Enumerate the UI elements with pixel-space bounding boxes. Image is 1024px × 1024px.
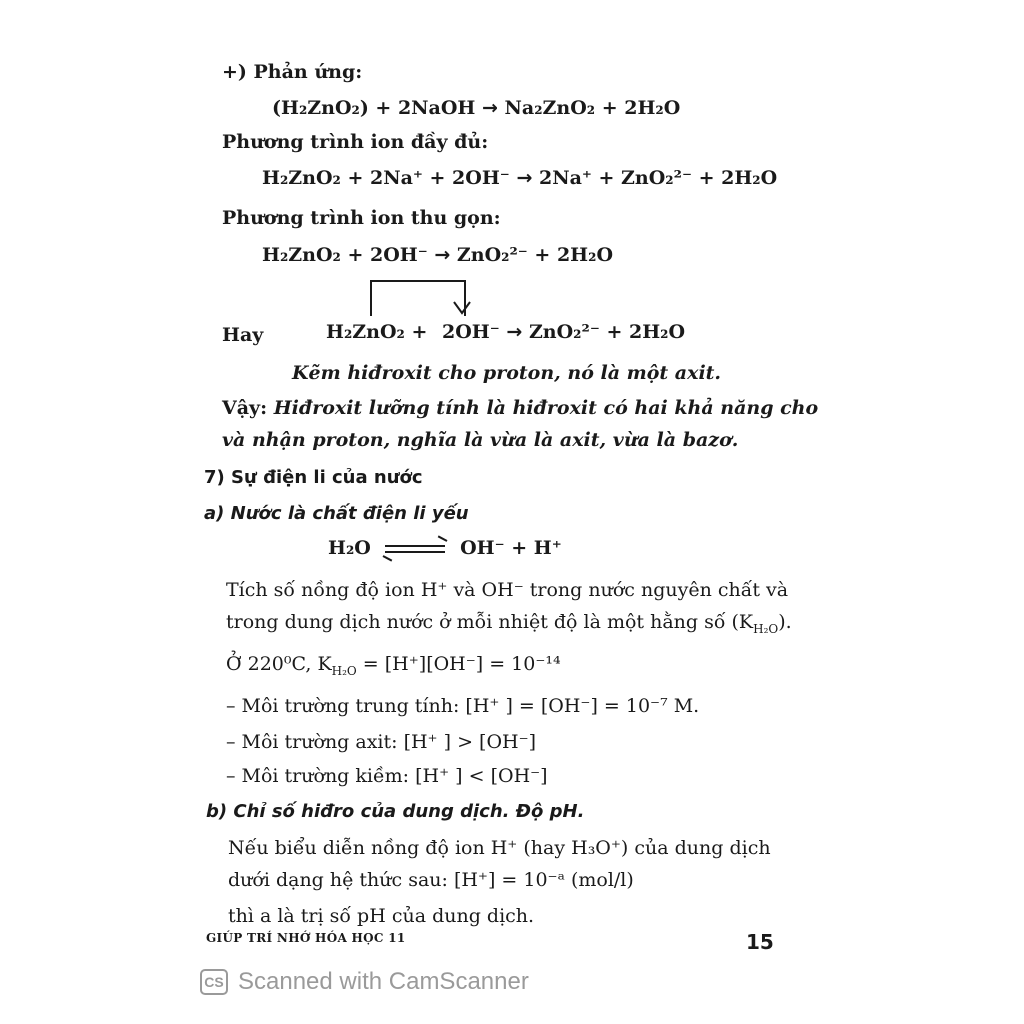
env-base: – Môi trường kiềm: [H⁺ ] < [OH⁻] — [226, 765, 548, 787]
reaction-arrow: → — [434, 244, 451, 266]
ph-line3: thì a là trị số pH của dung dịch. — [228, 905, 535, 927]
reaction-heading: +) Phản ứng: — [222, 61, 363, 83]
equation-short-ion — [262, 243, 613, 267]
equation-short-ion-lhs: H₂ZnO₂ + 2OH⁻ — [262, 244, 428, 266]
hay-label: Hay — [222, 324, 264, 346]
zinc-note: Kẽm hiđroxit cho proton, nó là một axit. — [292, 362, 722, 384]
reaction-arrow: → — [516, 167, 533, 189]
ion-product-end: ). — [778, 611, 792, 633]
ion-product-subscript: H₂O — [753, 621, 779, 636]
conclusion-label: Vậy: — [222, 397, 268, 419]
conclusion-line1: Hiđroxit lưỡng tính là hiđroxit có hai khả năng cho — [273, 397, 819, 419]
equation-proton-transfer-part1: H₂ZnO₂ + — [326, 321, 428, 343]
footer-title: GIÚP TRÍ NHỚ HÓA HỌC 11 — [206, 931, 406, 945]
equation-full-ion — [262, 166, 777, 190]
camscanner-watermark — [200, 968, 529, 996]
equation-water-rhs: OH⁻ + H⁺ — [460, 537, 562, 559]
section-7-title: 7) Sự điện li của nước — [204, 467, 423, 488]
ion-product-text: trong dung dịch nước ở mỗi nhiệt độ là một hằng số (K — [226, 611, 754, 633]
ion-product-line1: Tích số nồng độ ion H⁺ và OH⁻ trong nước nguyên chất và — [226, 579, 789, 601]
reaction-arrow: → — [481, 97, 498, 119]
watermark-text: Scanned with CamScanner — [238, 968, 529, 995]
equilibrium-arrow-icon — [385, 542, 445, 556]
equation-proton-transfer — [326, 320, 685, 344]
camscanner-logo-icon: CS — [200, 969, 228, 995]
equation-full-ion-rhs: 2Na⁺ + ZnO₂²⁻ + 2H₂O — [538, 167, 778, 189]
conclusion — [222, 396, 818, 420]
kw-line — [226, 652, 561, 676]
equation-water-lhs: H₂O — [328, 537, 371, 559]
equation-proton-transfer-rhs: ZnO₂²⁻ + 2H₂O — [528, 321, 686, 343]
kw-prefix: Ở 220⁰C, K — [226, 653, 332, 675]
reaction-arrow: → — [506, 321, 523, 343]
env-neutral: – Môi trường trung tính: [H⁺ ] = [OH⁻] = 10⁻⁷ M. — [226, 695, 700, 717]
ph-line2: dưới dạng hệ thức sau: [H⁺] = 10⁻ᵃ (mol/l) — [228, 869, 634, 891]
equation-full-ion-lhs: H₂ZnO₂ + 2Na⁺ + 2OH⁻ — [262, 167, 510, 189]
subsection-b-title: b) Chỉ số hiđro của dung dịch. Độ pH. — [206, 801, 585, 822]
short-ion-heading: Phương trình ion thu gọn: — [222, 207, 501, 229]
conclusion-line2: và nhận proton, nghĩa là vừa là axit, vừa là bazơ. — [222, 429, 739, 451]
equation-molecular-rhs: Na₂ZnO₂ + 2H₂O — [504, 97, 681, 119]
full-ion-heading: Phương trình ion đầy đủ: — [222, 131, 489, 153]
page-number: 15 — [746, 930, 774, 954]
subsection-a-title: a) Nước là chất điện li yếu — [204, 503, 469, 524]
ph-line1: Nếu biểu diễn nồng độ ion H⁺ (hay H₃O⁺) của dung dịch — [228, 837, 771, 859]
equation-water-ionization — [328, 536, 562, 560]
env-acid: – Môi trường axit: [H⁺ ] > [OH⁻] — [226, 731, 537, 753]
proton-transfer-bracket — [370, 280, 466, 316]
equation-short-ion-rhs: ZnO₂²⁻ + 2H₂O — [456, 244, 614, 266]
equation-proton-transfer-part2: 2OH⁻ — [442, 321, 500, 343]
equation-molecular-lhs: (H₂ZnO₂) + 2NaOH — [272, 97, 476, 119]
kw-subscript: H₂O — [331, 663, 357, 678]
ion-product-line2 — [226, 610, 792, 634]
proton-transfer-arrowhead — [453, 300, 471, 316]
kw-value: = [H⁺][OH⁻] = 10⁻¹⁴ — [356, 653, 561, 675]
equation-molecular — [272, 96, 680, 120]
